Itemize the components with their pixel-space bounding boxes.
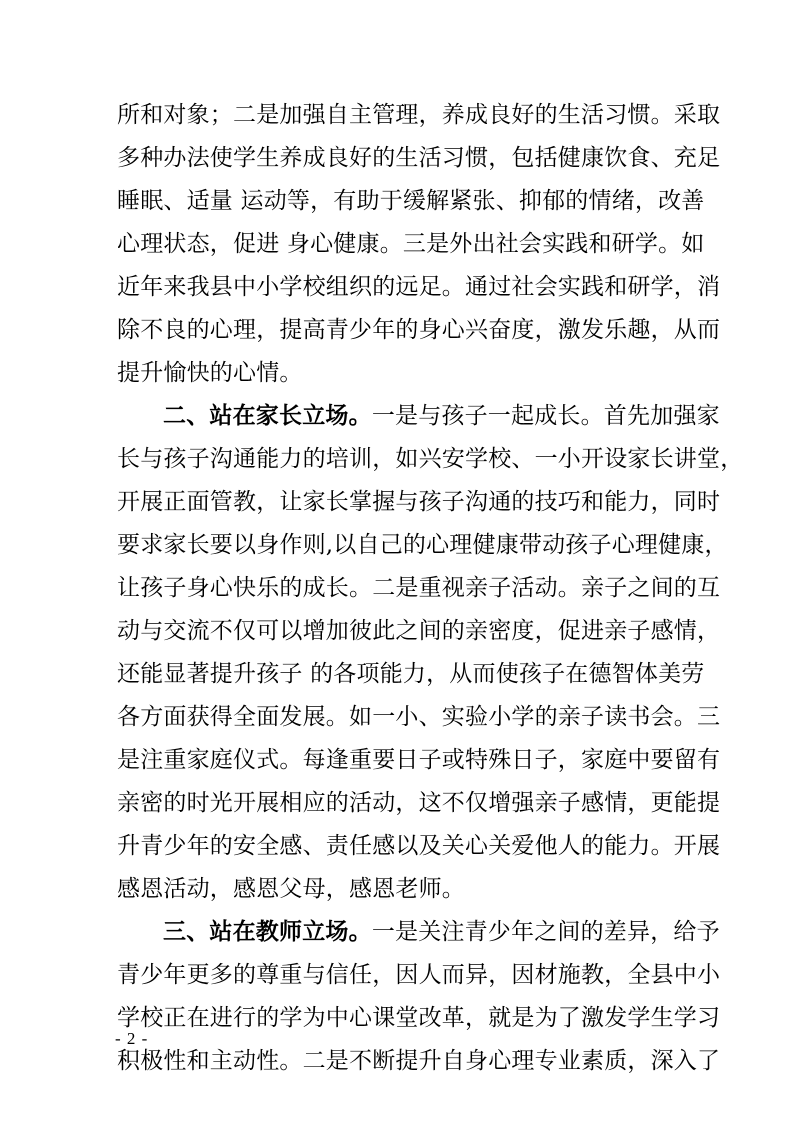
section-heading-parent: 二、站在家长立场。: [163, 403, 372, 429]
text-line: 动与交流不仅可以增加彼此之间的亲密度，促进亲子感情，: [117, 618, 721, 644]
text-line: 心理状态，促进 身心健康。三是外出社会实践和研学。如: [117, 231, 705, 257]
paragraph-3-first-line: [163, 912, 720, 952]
text-line: 近年来我县中小学校组织的远足。通过社会实践和研学，消: [117, 274, 721, 300]
text-line: 积极性和主动性。二是不断提升自身心理专业素质，深入了: [117, 1048, 721, 1074]
text-line: 多种办法使学生养成良好的生活习惯，包括健康饮食、充足: [117, 145, 721, 171]
text-line: 睡眠、适量 运动等，有助于缓解紧张、抑郁的情绪，改善: [117, 188, 705, 214]
text-line: 还能显著提升孩子 的各项能力，从而使孩子在德智体美劳: [117, 661, 705, 687]
paragraph-2-first-line: [163, 396, 720, 436]
text-line: 学校正在进行的学为中心课堂改革，就是为了激发学生学习: [117, 1005, 721, 1031]
page-number: - 2 -: [115, 1029, 149, 1048]
text-line: 升青少年的安全感、责任感以及关心关爱他人的能力。开展: [117, 833, 721, 859]
text-run: 一是关注青少年之间的差异，给予: [371, 919, 720, 945]
text-line: 各方面获得全面发展。如一小、实验小学的亲子读书会。三: [117, 704, 721, 730]
text-line: 除不良的心理，提高青少年的身心兴奋度，激发乐趣，从而: [117, 317, 721, 343]
text-line: 是注重家庭仪式。每逢重要日子或特殊日子，家庭中要留有: [117, 747, 721, 773]
text-line: 让孩子身心快乐的成长。二是重视亲子活动。亲子之间的互: [117, 575, 721, 601]
text-line: 长与孩子沟通能力的培训，如兴安学校、一小开设家长讲堂，: [117, 446, 744, 472]
text-line: 提升愉快的心情。: [117, 360, 303, 386]
text-line: 感恩活动，感恩父母，感恩老师。: [117, 876, 465, 902]
text-line: 要求家长要以身作则,以自己的心理健康带动孩子心理健康，: [117, 532, 728, 558]
text-line: 开展正面管教，让家长掌握与孩子沟通的技巧和能力，同时: [117, 489, 721, 515]
text-line: 青少年更多的尊重与信任，因人而异，因材施教，全县中小: [117, 962, 721, 988]
text-line: 所和对象；二是加强自主管理，养成良好的生活习惯。采取: [117, 102, 721, 128]
section-heading-teacher: 三、站在教师立场。: [163, 919, 372, 945]
text-run: 一是与孩子一起成长。首先加强家: [371, 403, 720, 429]
text-line: 亲密的时光开展相应的活动，这不仅增强亲子感情，更能提: [117, 790, 721, 816]
